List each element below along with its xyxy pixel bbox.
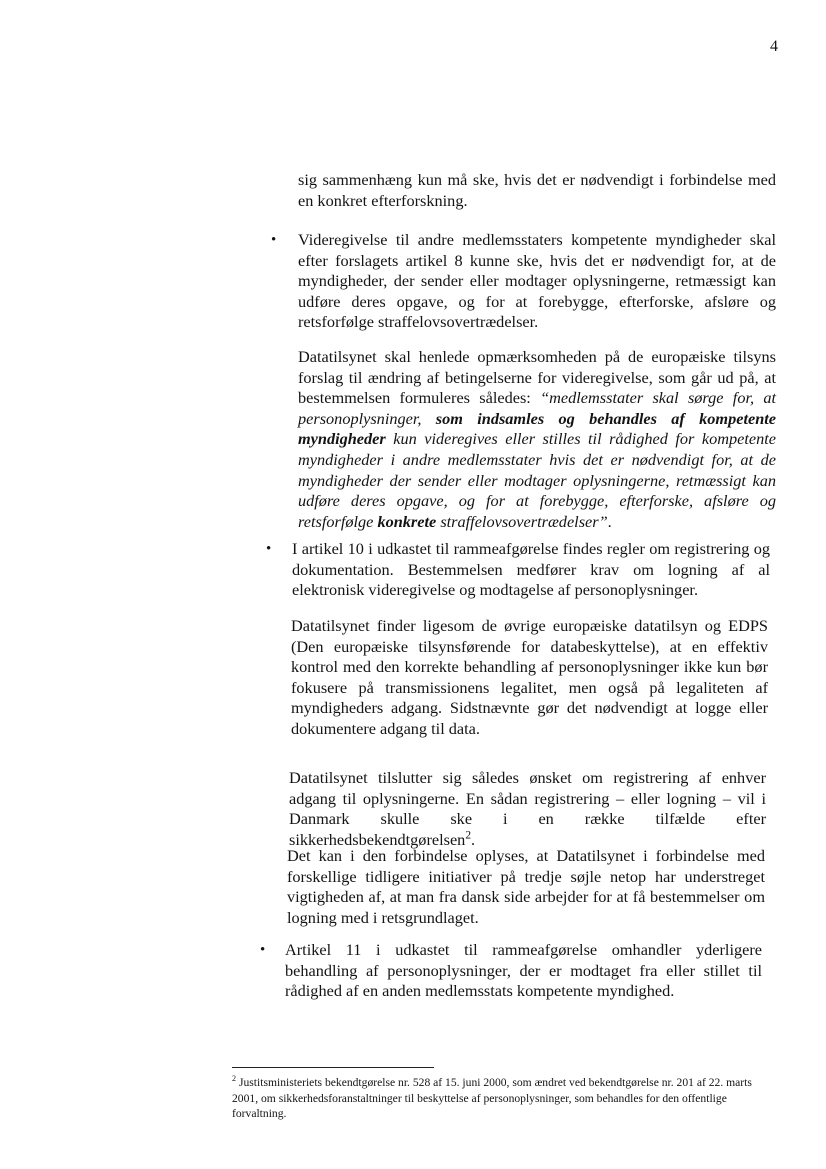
henlede-lead: Datatilsynet skal henlede opmærksomheden på de europæiske tilsyns forslag til ændring af betingelserne for videregivelse, som går ud på, at bestemmelsen formuleres således: bbox=[298, 347, 776, 408]
footnote-separator bbox=[232, 1067, 434, 1068]
tilslutter-text: Datatilsynet tilslutter sig således ønsket om registrering af enhver adgang til oplysningerne. En sådan registrering – eller logning – vil i Danmark skulle ske i en række tilfælde efter sikkerhedsbekendtgørelsen bbox=[289, 768, 766, 849]
footnote-reference: 2 bbox=[465, 829, 472, 842]
footnote-marker: 2 bbox=[232, 1074, 237, 1084]
videregivelse-paragraph: Videregivelse til andre medlemsstaters kompetente myndigheder skal efter forslagets artikel 8 kunne ske, hvis det er nødvendigt for, at de myndigheder, der sender eller modtager oplysningerne, retmæssigt kan udføre deres opgave, og for at forebygge, efterforske, afsløre og retsforfølge straffelovsovertrædelser. bbox=[298, 230, 776, 332]
footnote bbox=[232, 1075, 762, 1122]
tilslutter-end: . bbox=[471, 829, 476, 849]
quote-part-2: kun videregives eller stilles til rådighed for kompetente myndigheder i andre medlemsstater hvis det er nødvendigt for, at de myndigheder der sender eller modtager oplysningerne, retmæssigt kan udføre deres opgave, og for at forebygge, efterforske, afsløre og retsforfølge bbox=[298, 429, 776, 531]
footnote-text: Justitsministeriets bekendtgørelse nr. 528 af 15. juni 2000, som ændret ved bekendtgørelse nr. 201 af 22. marts 2001, om sikkerhedsforanstaltninger til beskyttelse af personoplysninger, som behandles for den offentlige forvaltning. bbox=[232, 1076, 752, 1121]
page-number: 4 bbox=[770, 38, 778, 55]
bullet-artikel11: • bbox=[260, 942, 266, 958]
henlede-end: . bbox=[607, 511, 612, 531]
artikel11-paragraph: Artikel 11 i udkastet til rammeafgørelse omhandler yderligere behandling af personoplysninger, der er modtaget fra eller stillet til rådighed af en anden medlemsstats kompetente myndighed. bbox=[285, 940, 762, 1001]
continuation-paragraph: sig sammenhæng kun må ske, hvis det er nødvendigt i forbindelse med en konkret efterforskning. bbox=[298, 170, 776, 210]
artikel10-paragraph: I artikel 10 i udkastet til rammeafgørelse findes regler om registrering og dokumentation. Bestemmelsen medfører krav om logning af al elektronisk videregivelse og modtagelse af personoplysninger. bbox=[292, 539, 770, 600]
quote-part-1: “medlemsstater skal sørge for, at personoplysninger, bbox=[298, 388, 776, 428]
tilslutter-paragraph bbox=[289, 768, 766, 850]
bullet-artikel10: • bbox=[266, 541, 272, 557]
quote-emphasis-2: konkrete bbox=[377, 511, 437, 531]
quote-part-3: straffelovsovertrædelser” bbox=[436, 511, 608, 531]
oplyses-paragraph: Det kan i den forbindelse oplyses, at Datatilsynet i forbindelse med forskellige tidligere initiativer på tredje søjle netop har understreget vigtigheden af, at man fra dansk side arbejder for at få bestemmelser om logning med i retsgrundlaget. bbox=[287, 846, 765, 927]
bullet-videregivelse: • bbox=[271, 232, 277, 248]
edps-paragraph: Datatilsynet finder ligesom de øvrige europæiske datatilsyn og EDPS (Den europæiske tilsynsførende for databeskyttelse), at en effektiv kontrol med den korrekte behandling af personoplysninger ikke kun bør fokusere på transmissionens legalitet, men også på legaliteten af myndigheders adgang. Sidstnævnte gør det nødvendigt at logge eller dokumentere adgang til data. bbox=[291, 616, 768, 738]
henlede-paragraph bbox=[298, 347, 776, 532]
quote-emphasis-1: som indsamles og behandles af kompetente myndigheder bbox=[298, 408, 776, 449]
